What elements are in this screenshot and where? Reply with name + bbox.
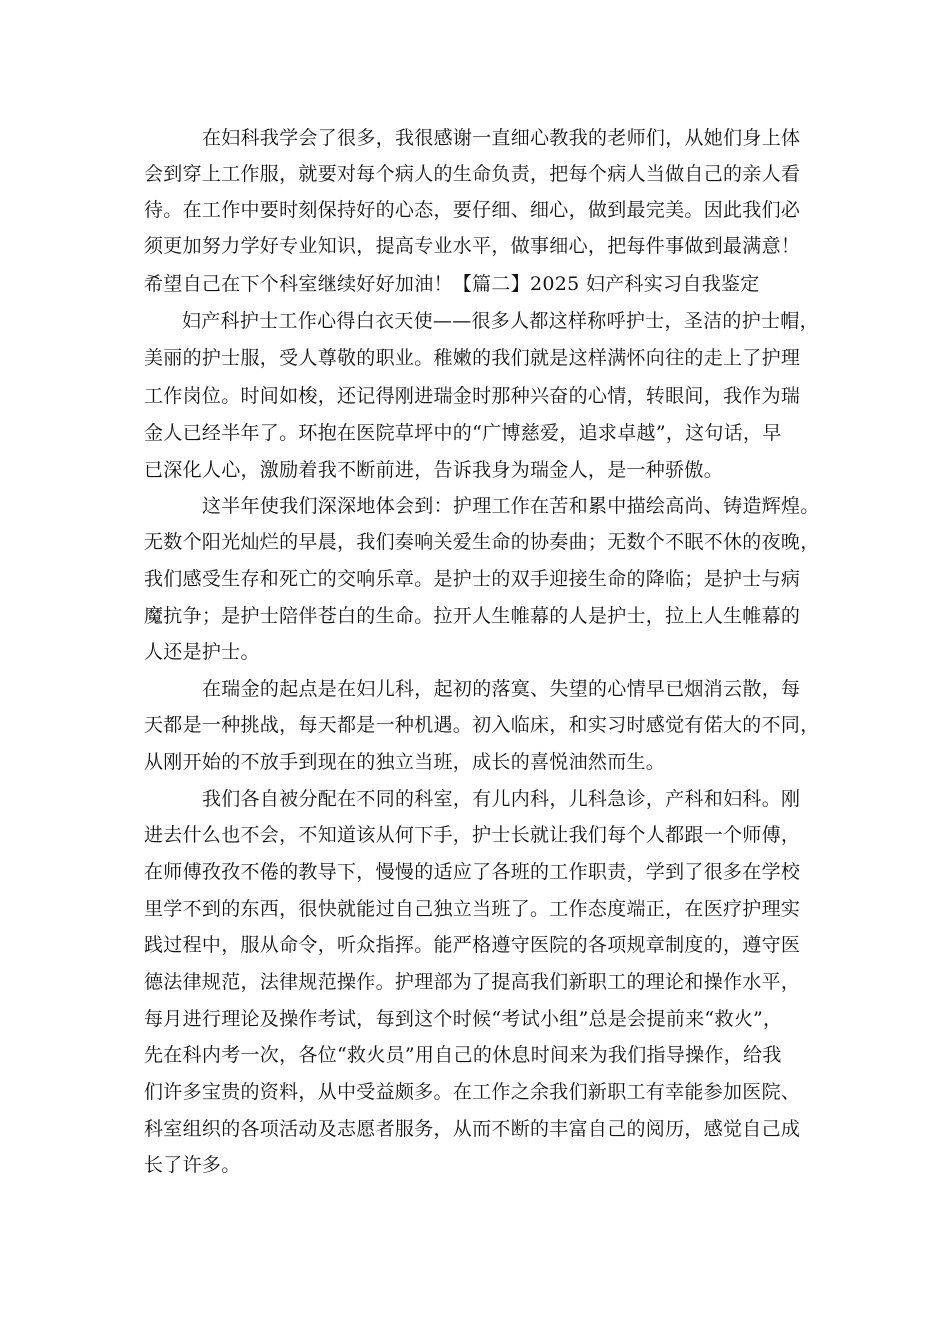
- text-line: 会到穿上工作服，就要对每个病人的生命负责，把每个病人当做自己的亲人看: [144, 163, 801, 185]
- text-line: 待。在工作中要时刻保持好的心态，要仔细、细心，做到最完美。因此我们必: [144, 199, 801, 221]
- text-line: 无数个阳光灿烂的早晨，我们奏响关爱生命的协奏曲；无数个不眠不休的夜晚，: [144, 531, 820, 553]
- text-line: 金人已经半年了。环抱在医院草坪中的“广博慈爱，追求卓越”，这句话，早: [144, 422, 782, 444]
- text-line: 德法律规范，法律规范操作。护理部为了提高我们新职工的理论和操作水平，: [144, 971, 801, 993]
- text-line: 科室组织的各项活动及志愿者服务，从而不断的丰富自己的阅历，感觉自己成: [144, 1118, 801, 1140]
- text-line: 长了许多。: [144, 1154, 241, 1176]
- text-line: 在师傅孜孜不倦的教导下，慢慢的适应了各班的工作职责，学到了很多在学校: [144, 861, 801, 883]
- text-line: 我们各自被分配在不同的科室，有儿内科，儿科急诊，产科和妇科。刚: [202, 788, 801, 810]
- text-line: 希望自己在下个科室继续好好加油！【篇二】2025 妇产科实习自我鉴定: [144, 273, 760, 295]
- text-line: 们许多宝贵的资料，从中受益颇多。在工作之余我们新职工有幸能参加医院、: [144, 1081, 801, 1103]
- text-line: 魔抗争；是护士陪伴苍白的生命。拉开人生帷幕的人是护士，拉上人生帷幕的: [144, 605, 801, 627]
- text-line: 须更加努力学好专业知识，提高专业水平，做事细心，把每件事做到最满意！: [144, 235, 801, 257]
- text-line: 这半年使我们深深地体会到：护理工作在苦和累中描绘高尚、铸造辉煌。: [202, 495, 820, 517]
- text-line: 先在科内考一次，各位“救火员”用自己的休息时间来为我们指导操作，给我: [144, 1044, 782, 1066]
- text-line: 从刚开始的不放手到现在的独立当班，成长的喜悦油然而生。: [144, 751, 666, 773]
- text-line: 每月进行理论及操作考试，每到这个时候“考试小组”总是会提前来“救火”，: [144, 1008, 783, 1030]
- text-line: 在瑞金的起点是在妇儿科，起初的落寞、失望的心情早已烟消云散，每: [202, 678, 801, 700]
- text-line: 已深化人心，激励着我不断前进，告诉我身为瑞金人，是一种骄傲。: [144, 459, 724, 481]
- text-line: 我们感受生存和死亡的交响乐章。是护士的双手迎接生命的降临；是护士与病: [144, 568, 801, 590]
- text-line: 在妇科我学会了很多，我很感谢一直细心教我的老师们，从她们身上体: [202, 127, 801, 149]
- text-line: 天都是一种挑战，每天都是一种机遇。初入临床，和实习时感觉有偌大的不同，: [144, 714, 820, 736]
- text-line: 美丽的护士服，受人尊敬的职业。稚嫩的我们就是这样满怀向往的走上了护理: [144, 347, 801, 369]
- text-line: 进去什么也不会，不知道该从何下手，护士长就让我们每个人都跟一个师傅，: [144, 824, 801, 846]
- text-line: 人还是护士。: [144, 641, 260, 663]
- text-line: 工作岗位。时间如梭，还记得刚进瑞金时那种兴奋的心情，转眼间，我作为瑞: [144, 385, 801, 407]
- text-line: 践过程中，服从命令，听众指挥。能严格遵守医院的各项规章制度的，遵守医: [144, 934, 801, 956]
- text-line: 妇产科护士工作心得白衣天使——很多人都这样称呼护士，圣洁的护士帽，: [182, 310, 819, 332]
- text-line: 里学不到的东西，很快就能过自己独立当班了。工作态度端正，在医疗护理实: [144, 898, 801, 920]
